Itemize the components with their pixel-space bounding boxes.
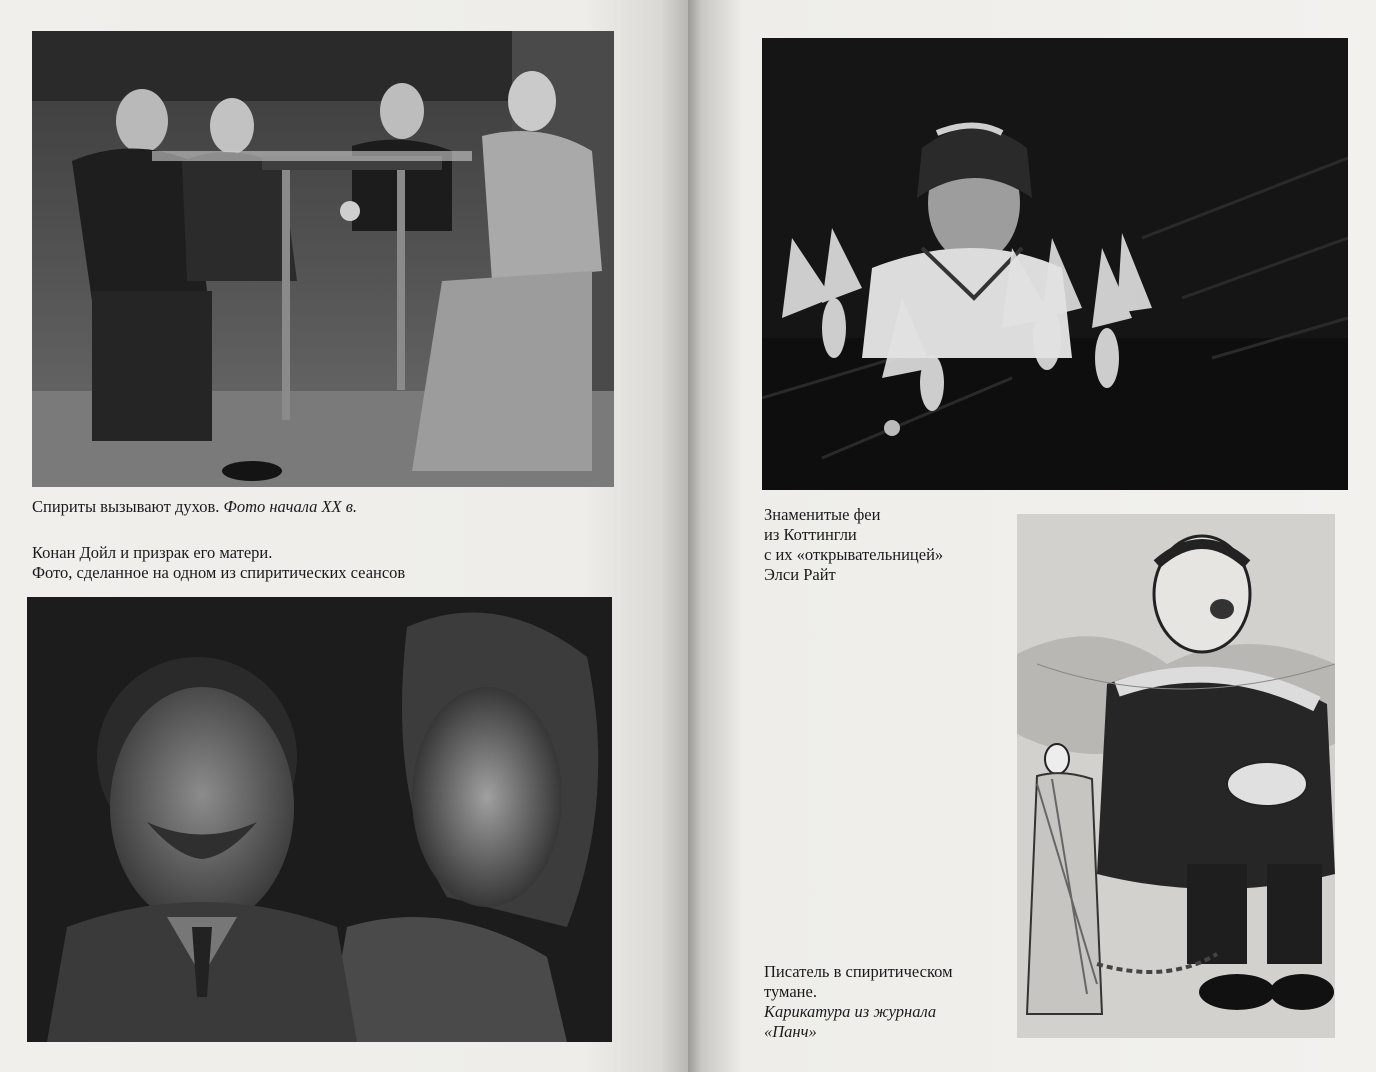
- seance-caption-italic: Фото начала XX в.: [223, 497, 358, 516]
- caricature-caption-line3: Карикатура из журнала: [764, 1002, 937, 1021]
- fairies-caption-line1: Знаменитые феи: [764, 505, 881, 524]
- punch-caricature: [1017, 514, 1335, 1038]
- doyle-caption-line2: Фото, сделанное на одном из спиритических сеансов: [32, 563, 406, 582]
- doyle-ghost-photo: [27, 597, 612, 1042]
- cottingley-fairies-photo: [762, 38, 1348, 490]
- seance-photo: [32, 31, 614, 487]
- fairies-caption-line4: Элси Райт: [764, 565, 836, 584]
- fairies-caption-line2: из Коттингли: [764, 525, 857, 544]
- caricature-caption-line2: тумане.: [764, 982, 817, 1001]
- caricature-caption: [764, 962, 953, 1042]
- fairies-caption: [764, 505, 943, 585]
- caricature-caption-line4: «Панч»: [764, 1022, 817, 1041]
- doyle-caption: [32, 543, 405, 583]
- seance-caption: [32, 497, 357, 517]
- fairies-caption-line3: с их «открывательницей»: [764, 545, 944, 564]
- caricature-caption-line1: Писатель в спиритическом: [764, 962, 953, 981]
- seance-caption-text: Спириты вызывают духов.: [32, 497, 220, 516]
- right-page: [688, 0, 1376, 1072]
- doyle-caption-line1: Конан Дойл и призрак его матери.: [32, 543, 273, 562]
- seance-caption-line: [32, 497, 357, 517]
